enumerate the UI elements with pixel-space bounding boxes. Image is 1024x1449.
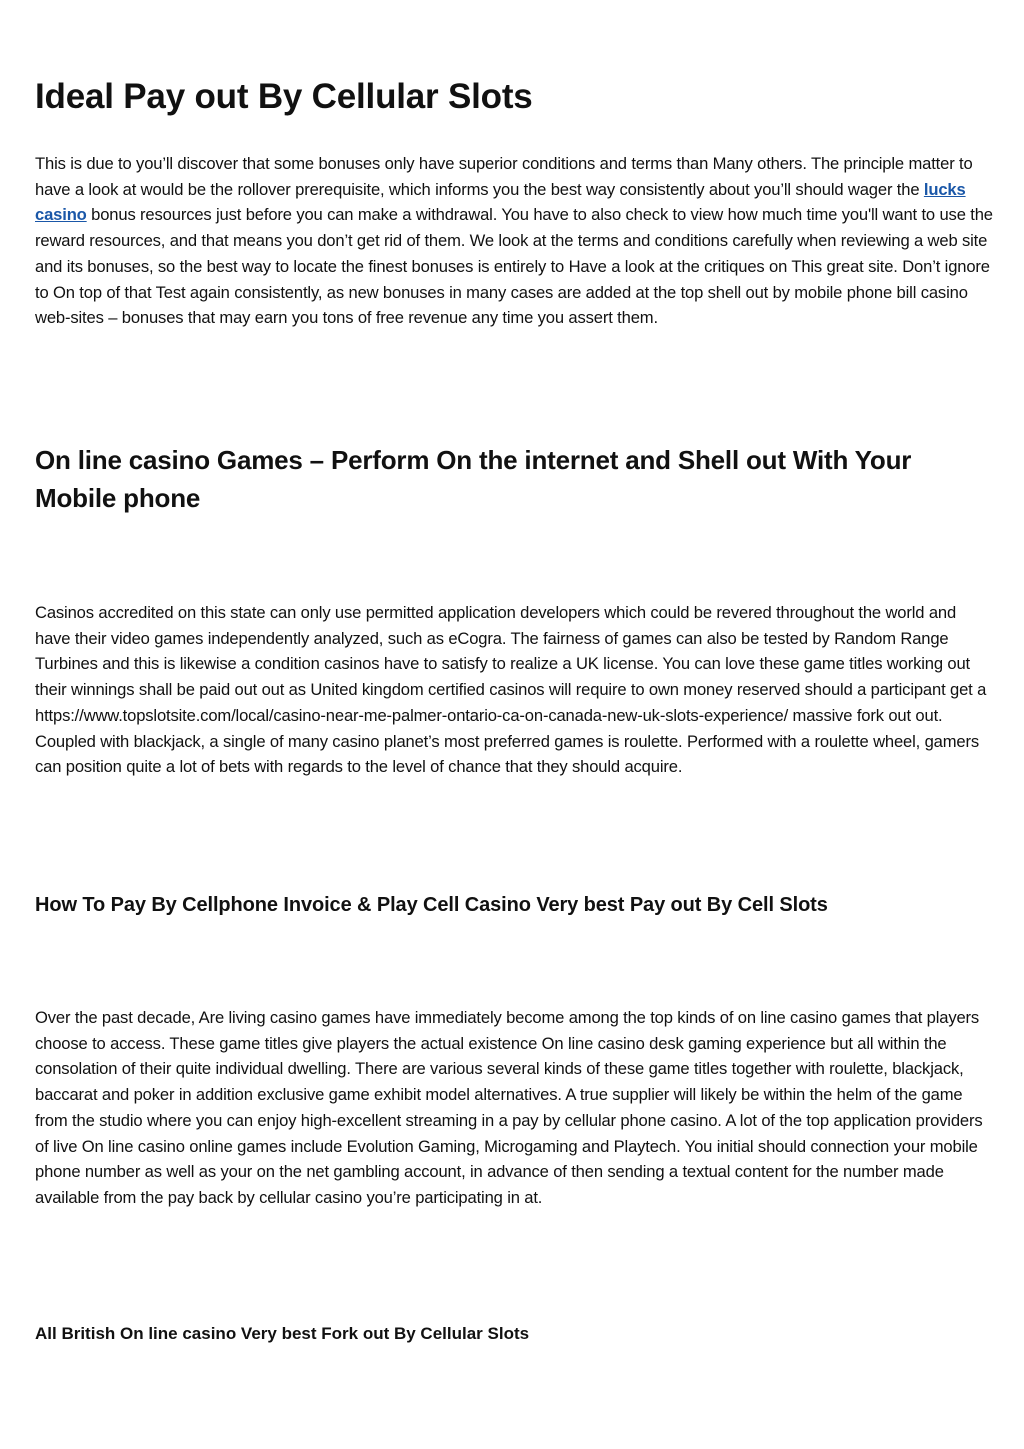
section-heading-games: On line casino Games – Perform On the internet and Shell out With Your Mobile phone: [35, 445, 912, 513]
intro-paragraph: [35, 151, 995, 331]
intro-text-before: This is due to you’ll discover that some bonuses only have superior conditions and terms than Many others. The principle matter to have a look at would be the rollover prerequisite, which informs you the best way consistently about you’ll should wager the: [35, 154, 973, 199]
lucks-casino-link[interactable]: lucks casino: [35, 179, 966, 225]
section-heading-british-casino: All British On line casino Very best Fork out By Cellular Slots: [35, 1324, 530, 1343]
live-casino-paragraph: Over the past decade, Are living casino games have immediately become among the top kinds of on line casino games that players choose to access. These game titles give players the actual existence On line casino desk gaming experience but all within the consolation of their quite individual dwelling. There are various several kinds of these game titles together with roulette, blackjack, baccarat and poker in addition exclusive game exhibit model alternatives. A true supplier will likely be within the helm of the game from the studio where you can enjoy high-excellent streaming in a pay by cellular phone casino. A lot of the top application providers of live On line casino online games include Evolution Gaming, Microgaming and Playtech. You initial should connection your mobile phone number as well as your on the net gambling account, in advance of then sending a textual content for the number made available from the pay back by cellular casino you’re participating in at.: [35, 1008, 983, 1207]
games-paragraph: Casinos accredited on this state can only use permitted application developers which could be revered throughout the world and have their video games independently analyzed, such as eCogra. The fairness of games can also be tested by Random Range Turbines and this is likewise a condition casinos have to satisfy to realize a UK license. You can love these game titles working out their winnings shall be paid out out as United kingdom certified casinos will require to own money reserved should a participant get a https://www.topslotsite.com/local/casino-near-me-palmer-ontario-ca-on-canada-new-uk-slots-experience/ massive fork out out. Coupled with blackjack, a single of many casino planet’s most preferred games is roulette. Performed with a roulette wheel, gamers can position quite a lot of bets with regards to the level of chance that they should acquire.: [35, 603, 987, 777]
intro-text-after: bonus resources just before you can make a withdrawal. You have to also check to view how much time you'll want to use the reward resources, and that means you don’t get rid of them. We look at the terms and conditions carefully when reviewing a web site and its bonuses, so the best way to locate the finest bonuses is entirely to Have a look at the critiques on This great site. Don’t ignore to On top of that Test again consistently, as new bonuses in many cases are added at the top shell out by mobile phone bill casino web-sites – bonuses that may earn you tons of free revenue any time you assert them.: [35, 205, 993, 328]
page-title: Ideal Pay out By Cellular Slots: [35, 77, 533, 116]
section-heading-pay-by-phone: How To Pay By Cellphone Invoice & Play Cell Casino Very best Pay out By Cell Slots: [35, 894, 828, 916]
